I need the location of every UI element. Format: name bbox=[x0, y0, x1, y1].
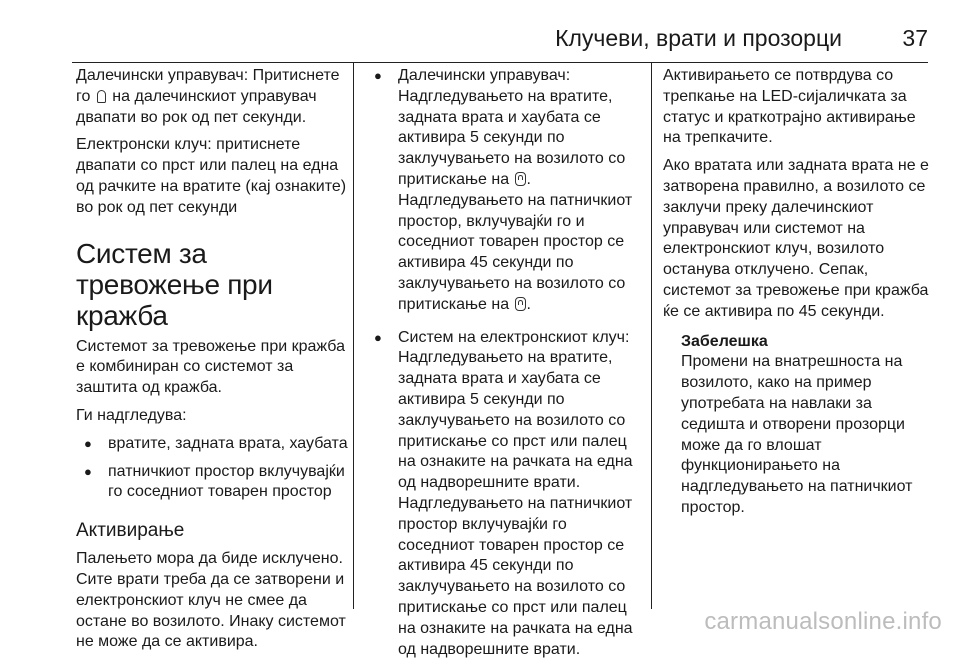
monitors-list bbox=[76, 434, 348, 503]
header-divider bbox=[72, 62, 928, 63]
bullet: ● bbox=[84, 463, 92, 479]
activation-list bbox=[372, 66, 644, 660]
bullet: ● bbox=[374, 329, 382, 345]
subsection-heading: Активирање bbox=[76, 520, 185, 542]
unlocked-paragraph: Ако вратата или задната врата не е затворена правилно, а возилото се заклучи преку далечинскиот управувач или системот на електронскиот клуч, возилото останува отклучено. Сепак, системот за тревожење при кражба ќе се активира по 45 секунди. bbox=[663, 157, 929, 320]
column-3 bbox=[663, 66, 933, 519]
bullet: ● bbox=[374, 68, 382, 83]
note-title: Забелешка bbox=[681, 332, 768, 350]
page-number: 37 bbox=[902, 25, 928, 51]
column-divider-2 bbox=[651, 63, 652, 609]
note-box bbox=[681, 332, 933, 519]
list-item: ● патничкиот простор вклучувајќи го соседниот товарен простор bbox=[84, 462, 345, 501]
list-item: ● Далечински управувач: Надгледувањето на вратите, задната врата и хаубата се активира 5 секунди по заклучувањето на возилото со притискање на . Надгледувањето на патничкиот простор, вклучувајќи го и соседниот товарен простор се активира 45 секунди по заклучувањето на возилото со притискање на . bbox=[374, 67, 633, 313]
bullet: ● bbox=[84, 435, 92, 451]
electronic-key-paragraph: Електронски клуч: притиснете двапати со прст или палец на една од рачките на вратите (кај ознаките) во рок од пет секунди bbox=[76, 136, 347, 216]
key-fob-icon bbox=[97, 90, 106, 103]
remote-paragraph: Далечински управувач: Притиснете го на далечинскиот управувач двапати во рок од пет секунди. bbox=[76, 67, 340, 126]
list-item: ● Систем на електронскиот клуч: Надгледувањето на вратите, задната врата и хаубата се активира 5 секунди по заклучувањето на возилото со притискање со прст или палец на ознаките на рачката на една од надворешните врати. Надгледувањето на патничкиот простор вклучувајќи го соседниот товарен простор се активира 45 секунди по заклучувањето на возилото со притискање со прст или палец на ознаките на рачката на една од надворешните врати. bbox=[374, 328, 633, 658]
monitors-paragraph: Ги надгледува: bbox=[76, 406, 187, 424]
section-heading: Систем за тревожење при кражба bbox=[76, 237, 273, 331]
lock-button-icon bbox=[515, 297, 526, 311]
lock-button-icon bbox=[515, 172, 526, 186]
column-1 bbox=[76, 66, 348, 660]
page-header bbox=[72, 0, 928, 62]
list-item: ● вратите, задната врата, хаубата bbox=[76, 434, 348, 455]
column-2 bbox=[372, 66, 644, 667]
column-divider-1 bbox=[353, 63, 354, 609]
note-text: Промени на внатрешноста на возилото, како на пример употребата на навлаки за седишта и отворени прозорци може да го влошат функционирањето на надгледувањето на патничкиот простор. bbox=[681, 353, 913, 516]
watermark: carmanualsonline.info bbox=[704, 608, 942, 635]
intro-paragraph: Системот за тревожење при кражба е комбиниран со системот за заштита од кражба. bbox=[76, 337, 345, 397]
activation-paragraph: Палењето мора да биде исклучено. Сите врати треба да се затворени и електронскиот клуч не смее да остане во возилото. Инаку системот не може да се активира. bbox=[76, 550, 346, 651]
confirmation-paragraph: Активирањето се потврдува со трепкање на LED-сијаличката за статус и краткотрајно активирање на трепкачите. bbox=[663, 67, 916, 147]
page-title: Клучеви, врати и прозорци bbox=[555, 25, 842, 51]
